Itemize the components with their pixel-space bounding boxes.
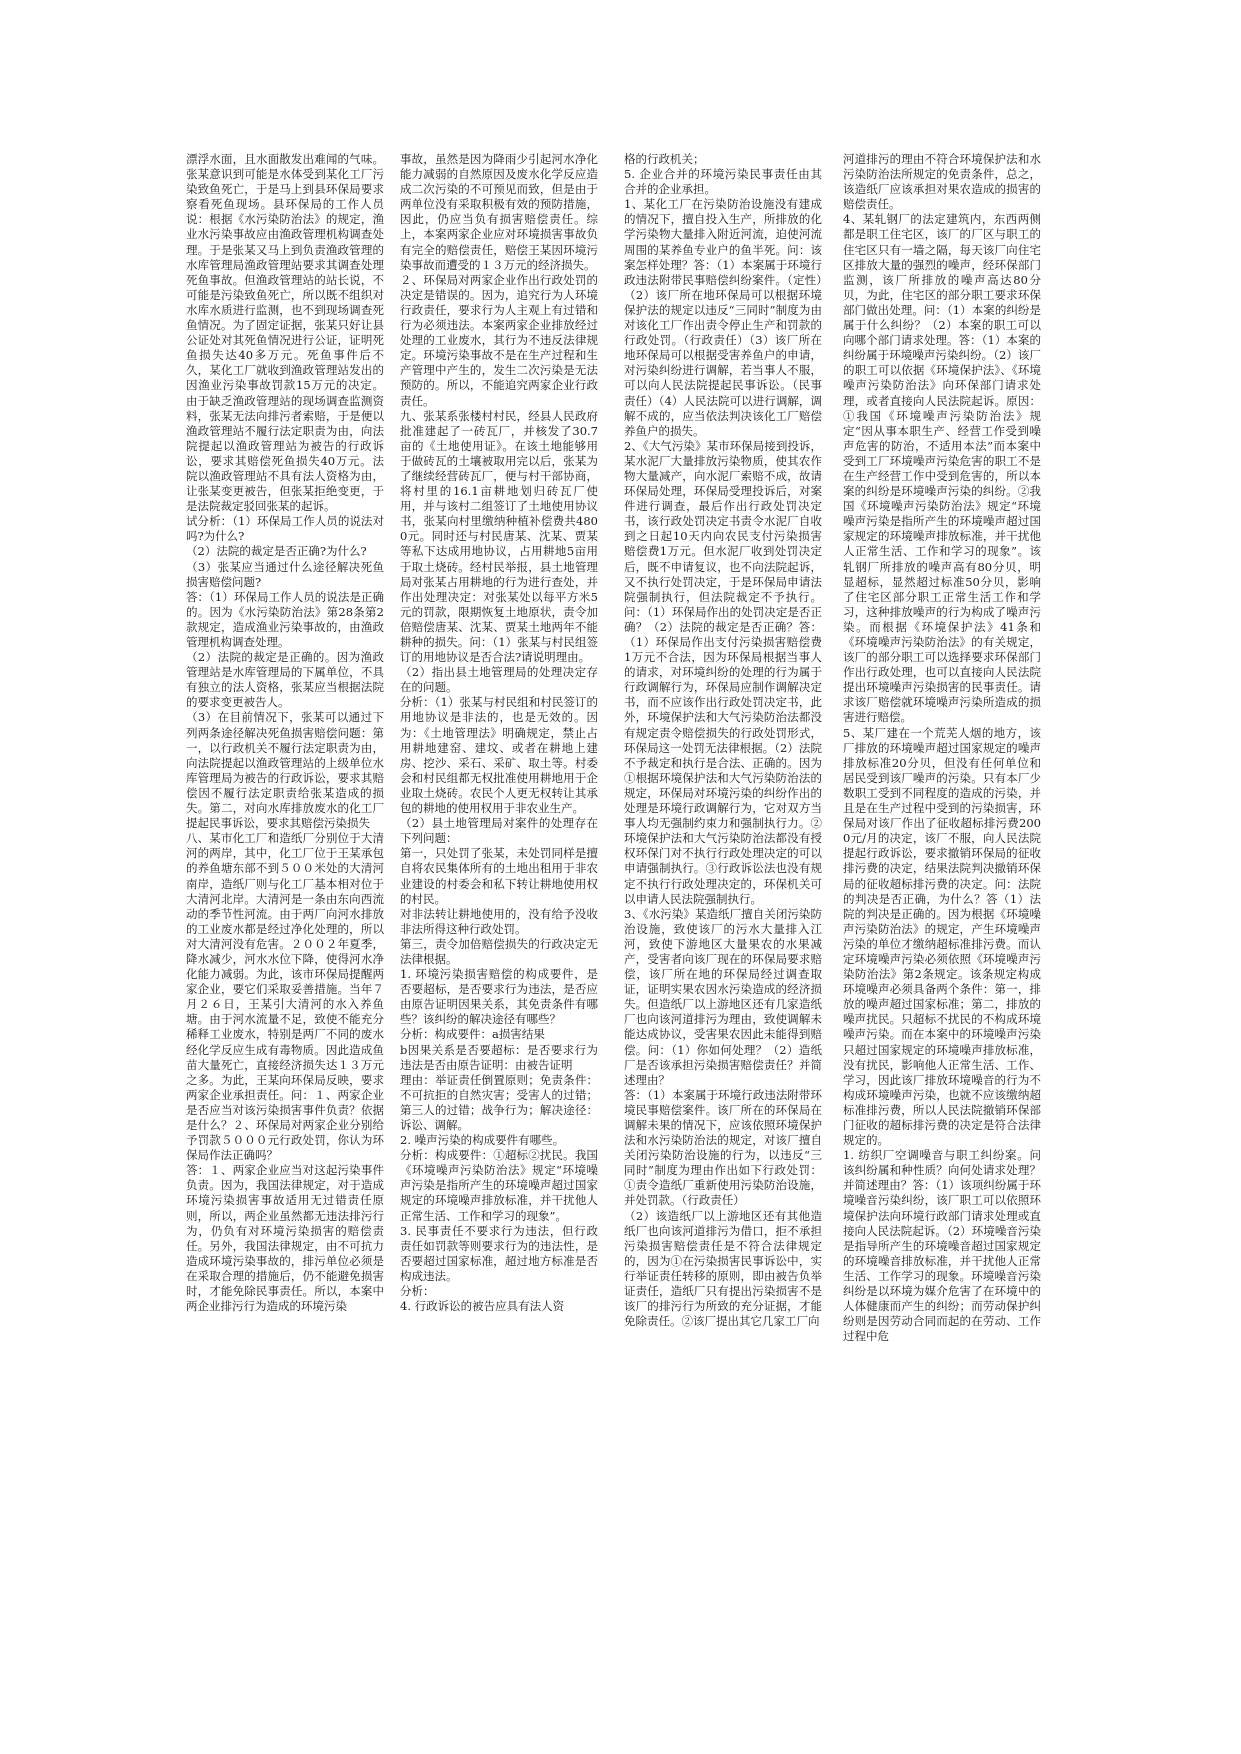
paragraph: 4、某轧钢厂的法定建筑内，东西两侧都是职工住宅区，该厂的厂区与职工的住宅区只有一墙之隔，每天该厂向住宅区排放大量的强烈的噪声，经环保部门监测，该厂所排放的噪声高达80分贝，为此，住宅区的部分职工要求环保部门做出处理。问：（1）本案的纠纷是属于什么纠纷？（2）本案的职工可以向哪个部门请求处理。答：（1）本案的纠纷属于环境噪声污染纠纷。（2）该厂的职工可以依据《环境保护法》、《环境噪声污染防治法》向环保部门请求处理，或者直接向人民法院起诉。原因：①我国《环境噪声污染防治法》规定“因从事本职生产、经营工作受到噪声危害的防治，不适用本法”而本案中受到工厂环境噪声污染危害的职工不是在生产经营工作中受到危害的，所以本案的纠纷是环境噪声污染的纠纷。②我国《环境噪声污染防治法》规定“环境噪声污染是指所产生的环境噪声超过国家规定的环境噪声排放标准，并干扰他人正常生活、工作和学习的现象”。该轧钢厂所排放的噪声高有80分贝，明显超标，显然超过标准50分贝，影响了住宅区部分职工正常生活工作和学习，这种排放噪声的行为构成了噪声污染。而根据《环境保护法》41条和《环境噪声污染防治法》的有关规定，该厂的部分职工可以选择要求环保部门作出行政处理，也可以直接向人民法院提出环境噪声污染损害的民事责任。请求该厂赔偿就环境噪声污染所造成的损害进行赔偿。 (843, 212, 1041, 725)
paragraph: （2）该造纸厂以上游地区还有其他造纸厂也向该河道排污为借口，拒不承担污染损害赔偿责任是不符合法律规定的，因为①在污染损害民事诉讼中，实行举证责任转移的原则，即由被告负举证责任，造纸厂只有提出污染损害不是该厂的排污行为所致的充分证据，才能免除责任。②该厂提出其它几家工厂向 (624, 1208, 822, 1329)
paragraph: 3、《水污染》某造纸厂擅自关闭污染防治设施，致使该厂的污水大量排入江河，致使下游地区大量果农的水果减产，受害者向该厂现在的环保局要求赔偿，该厂所在地的环保局经过调查取证，证明实果农因水污染造成的经济损失。但造纸厂以上游地区还有几家造纸厂也向该河道排污为理由，致使调解未能达成协议，受害果农因此未能得到赔偿。问：（1）你如何处理？（2）造纸厂是否该承担污染损害赔偿责任？并简述理由？ (624, 906, 822, 1087)
paragraph: 3. 民事责任不要求行为违法，但行政责任如罚款等则要求行为的违法性，是否要超过国家标准，超过地方标准是否构成违法。 (400, 1223, 598, 1283)
paragraph: 理由：举证责任倒置原则；免责条件：不可抗拒的自然灾害；受害人的过错；第三人的过错；战争行为；解决途径：诉讼、调解。 (400, 1072, 598, 1132)
paragraph: 5、某厂建在一个荒芜人烟的地方，该厂排放的环境噪声超过国家规定的噪声排放标准20分贝，但没有任何单位和居民受到该厂噪声的污染。只有本厂少数职工受到不同程度的造成的污染，并且是在生产过程中受到的污染损害，环保局对该厂作出了征收超标排污费2000元/月的决定，该厂不服，向人民法院提起行政诉讼，要求撤销环保局的征收排污费的决定，结果法院判决撤销环保局的征收超标排污费的决定。问：法院的判决是否正确，为什么？答（1）法院的判决是正确的。因为根据《环境噪声污染防治法》的规定，产生环境噪声污染的单位才缴纳超标准排污费。而认定环境噪声污染必须依照《环境噪声污染防治法》第2条规定。该条规定构成环境噪声必须具备两个条件：第一，排放的噪声超过国家标准；第二，排放的噪声扰民。只超标不扰民的不构成环境噪声污染。而在本案中的环境噪声污染只超过国家规定的环境噪声排放标准，没有扰民，影响他人正常生活、工作、学习，因此该厂排放环境噪音的行为不构成环境噪声污染，也就不应该缴纳超标准排污费，所以人民法院撤销环保部门征收的超标排污费的决定是符合法律规定的。 (843, 725, 1041, 1148)
paragraph: 答：（1）本案属于环境行政违法附带环境民事赔偿案件。该厂所在的环保局在调解未果的情况下，应该依照环境保护法和水污染防治法的规定，对该厂擅自关闭污染防治设施的行为，以违反“三同时”制度为理由作出如下行政处罚：①责令造纸厂重新使用污染防治设施，并处罚款。（行政责任） (624, 1087, 822, 1208)
text-column-3 (624, 152, 822, 1632)
paragraph: （2）指出县土地管理局的处理决定存在的问题。 (400, 665, 598, 695)
text-column-4 (843, 152, 1041, 1632)
paragraph: 答：１、两家企业应当对这起污染事件负责。因为，我国法律规定，对于造成环境污染损害事故适用无过错责任原则，所以，两企业虽然都无违法排污行为，仍负有对环境污染损害的赔偿责任。另外，我国法律规定，由不可抗力造成环境污染事故的，排污单位必须是在采取合理的措施后，仍不能避免损害时，才能免除民事责任。所以，本案中两企业排污行为造成的环境污染 (186, 1163, 384, 1314)
paragraph: （2）法院的裁定是正确的。因为渔政管理站是水库管理局的下属单位，不具有独立的法人资格，张某应当根据法院的要求变更被告人。 (186, 650, 384, 710)
paragraph: 分析：构成要件：a损害结果 (400, 1027, 545, 1042)
paragraph: 漂浮水面，且水面散发出难闻的气味。张某意识到可能是水体受到某化工厂污染致鱼死亡，于是马上到县环保局要求察看死鱼现场。县环保局的工作人员说：根据《水污染防治法》的规定，渔业水污染事故应由渔政管理机构调查处理。于是张某又马上到负责渔政管理的水库管理局渔政管理站要求其调查处理死鱼事故。但渔政管理站的站长说，不可能是污染致鱼死亡，所以既不组织对水库水质进行监测，也不到现场调查死鱼情况。为了固定证据，张某只好让县公证处对其死鱼情况进行公证，证明死鱼损失达40多万元。死鱼事件后不久，某化工厂就收到渔政管理站发出的因渔业污染事故罚款15万元的决定。由于缺乏渔政管理站的现场调查监测资料，张某无法向排污者索赔，于是便以渔政管理站不履行法定职责为由，向法院提起以渔政管理站为被告的行政诉讼，要求其赔偿死鱼损失40万元。法院以渔政管理站不具有法人资格为由，让张某变更被告，但张某拒绝变更，于是法院裁定驳回张某的起诉。 (186, 152, 384, 514)
paragraph: 八、某市化工厂和造纸厂分别位于大清河的两岸，其中，化工厂位于王某承包的养鱼塘东部不到５００米处的大清河南岸，造纸厂则与化工厂基本相对位于大清河北岸。大清河是一条由东向西流动的季节性河流。由于两厂向河水排放的工业废水都是经过净化处理的，所以对大清河没有危害。２００２年夏季，降水减少，河水水位下降，使得河水净化能力减弱。为此，该市环保局提醒两家企业，要它们采取妥善措施。当年７月２６日，王某引大清河的水入养鱼塘。由于河水流量不足，致使不能充分稀释工业废水，特别是两厂不同的废水经化学反应生成有毒物质。因此造成鱼苗大量死亡，直接经济损失达１３万元之多。为此，王某向环保局反映，要求两家企业承担责任。问：１、两家企业是否应当对该污染损害事件负责？依据是什么？２、环保局对两家企业分别给予罚款５０００元行政处罚，你认为环保局作法正确吗？ (186, 831, 384, 1163)
paragraph: （2）县土地管理局对案件的处理存在下列问题： (400, 816, 598, 846)
paragraph: 分析： (400, 1284, 435, 1299)
paragraph: 九、张某系张楼村村民，经县人民政府批准建起了一砖瓦厂，并核发了30.7亩的《土地使用证》。在该土地能够用于做砖瓦的土壤被取用完以后，张某为了继续经营砖瓦厂，便与村干部协商，将村里的16.1亩耕地划归砖瓦厂使用，并与该村二组签订了土地使用协议书，张某向村里缴纳种植补偿费共4800元。同时还与村民唐某、沈某、贾某等私下达成用地协议，占用耕地5亩用于取土烧砖。经村民举报，县土地管理局对张某占用耕地的行为进行查处，并作出处理决定：对张某处以每平方米5元的罚款，限期恢复土地原状，责令加倍赔偿唐某、沈某、贾某土地两年不能耕种的损失。问：（1）张某与村民组签订的用地协议是否合法?请说明理由。 (400, 408, 598, 665)
paragraph: 1. 纺织厂空调噪音与职工纠纷案。问该纠纷属和种性质？向何处请求处理？并简述理由？答：（1）该项纠纷属于环境噪音污染纠纷，该厂职工可以依照环境保护法向环境行政部门请求处理或直接向人民法院起诉。（2）环境噪音污染是指导所产生的环境噪音超过国家规定的环境噪音排放标准，并干扰他人正常生活、工作学习的现象。环境噪音污染纠纷是以环境为媒介危害了在环境中的人体健康而产生的纠纷；而劳动保护纠纷则是因劳动合同而起的在劳动、工作过程中危 (843, 1148, 1041, 1344)
text-column-1 (186, 152, 384, 1632)
paragraph: （3）在目前情况下，张某可以通过下列两条途径解决死鱼损害赔偿问题：第一，以行政机关不履行法定职责为由，向法院提起以渔政管理站的上级单位水库管理局为被告的行政诉讼，要求其赔偿因不履行法定职责给张某造成的损失。第二，对向水库排放废水的化工厂提起民事诉讼，要求其赔偿污染损失 (186, 710, 384, 831)
paragraph: 分析：构成要件：①超标②扰民。我国《环境噪声污染防治法》规定“环境噪声污染是指所产生的环境噪声超过国家规定的环境噪声排放标准，并干扰他人正常生活、工作和学习的现象”。 (400, 1148, 598, 1223)
paragraph: （2）法院的裁定是否正确?为什么? (186, 544, 367, 559)
paragraph: 第三，责令加倍赔偿损失的行政决定无法律根据。 (400, 936, 598, 966)
paragraph: 2. 噪声污染的构成要件有哪些。 (400, 1133, 565, 1148)
paragraph: 1. 环境污染损害赔偿的构成要件，是否要超标，是否要求行为违法，是否应由原告证明因果关系，其免责条件有哪些？该纠纷的解决途径有哪些？ (400, 967, 598, 1027)
paragraph: ２、环保局对两家企业作出行政处罚的决定是错误的。因为，追究行为人环境行政责任，要求行为人主观上有过错和行为必须违法。本案两家企业排放经过处理的工业废水，其行为不违反法律规定。环境污染事故不是在生产过程和生产管理中产生的，发生二次污染是无法预防的。所以，不能追究两家企业行政责任。 (400, 272, 598, 408)
paragraph: （3）张某应当通过什么途径解决死鱼损害赔偿问题? (186, 559, 384, 589)
paragraph: 分析：（1）张某与村民组和村民签订的用地协议是非法的，也是无效的。因为：《土地管理法》明确规定，禁止占用耕地建窑、建坟、或者在耕地上建房、挖沙、采石、采矿、取土等。村委会和村民组都无权批准使用耕地用于企业取土烧砖。农民个人更无权转让其承包的耕地的使用权用于非农业生产。 (400, 695, 598, 816)
paragraph: 试分析：（1）环保局工作人员的说法对吗?为什么? (186, 514, 384, 544)
paragraph: 对非法转让耕地使用的，没有给予没收非法所得这种行政处罚。 (400, 906, 598, 936)
paragraph: 事故，虽然是因为降雨少引起河水净化能力减弱的自然原因及废水化学反应造成二次污染的不可预见而致，但是由于两单位没有采取积极有效的预防措施，因此，仍应当负有损害赔偿责任。综上，本案两家企业应对环境损害事故负有完全的赔偿责任，赔偿王某因环境污染事故而遭受的１３万元的经济损失。 (400, 152, 598, 272)
paragraph: 1、某化工厂在污染防治设施没有建成的情况下，擅自投入生产，所排放的化学污染物大量排入附近河流，迫使河流周围的某养鱼专业户的鱼半死。问：该案怎样处理？答：（1）本案属于环境行政违法附带民事赔偿纠纷案件。（定性）（2）该厂所在地环保局可以根据环境保护法的规定以违反“三同时”制度为由对该化工厂作出责令停止生产和罚款的行政处罚。（行政责任）（3）该厂所在地环保局可以根据受害养鱼户的申请，对污染纠纷进行调解，若当事人不服，可以向人民法院提起民事诉讼。（民事责任）（4）人民法院可以进行调解，调解不成的，应当依法判决该化工厂赔偿养鱼户的损失。 (624, 197, 822, 438)
paragraph: 第一，只处罚了张某，未处罚同样是擅自将农民集体所有的土地出租用于非农业建设的村委会和私下转让耕地使用权的村民。 (400, 846, 598, 906)
paragraph: 格的行政机关； (624, 152, 705, 166)
paragraph: 答：（1）环保局工作人员的说法是正确的。因为《水污染防治法》第28条第2款规定，造成渔业污染事故的，由渔政管理机构调查处理。 (186, 589, 384, 649)
paragraph: 河道排污的理由不符合环境保护法和水污染防治法所规定的免责条件，总之，该造纸厂应该承担对果农造成的损害的赔偿责任。 (843, 152, 1041, 212)
paragraph: b因果关系是否要超标：是否要求行为违法是否由原告证明：由被告证明 (400, 1042, 598, 1072)
paragraph: 5. 企业合并的环境污染民事责任由其合并的企业承担。 (624, 167, 822, 197)
text-column-2 (400, 152, 598, 1632)
paragraph: 4. 行政诉讼的被告应具有法人资 (400, 1299, 565, 1314)
paragraph: 2、《大气污染》某市环保局接到投诉，某水泥厂大量排放污染物质，使其农作物大量减产，向水泥厂索赔不成，故请环保局处理，环保局受理投诉后，对案件进行调查，最后作出行政处罚决定书，该行政处罚决定书责令水泥厂自收到之日起10天内向农民支付污染损害赔偿费1万元。但水泥厂收到处罚决定后，既不申请复议，也不向法院起诉，又不执行处罚决定，于是环保局申请法院强制执行，但法院裁定不予执行。问：（1）环保局作出的处罚决定是否正确？（2）法院的裁定是否正确？答：（1）环保局作出支付污染损害赔偿费1万元不合法，因为环保局根据当事人的请求，对环境纠纷的处理的行为属于行政调解行为，环保局应制作调解决定书，而不应该作出行政处罚决定书，此外，环境保护法和大气污染防治法都没有规定责令赔偿损失的行政处罚形式，环保局这一处罚无法律根据。（2）法院不予裁定和执行是合法、正确的。因为①根据环境保护法和大气污染防治法的规定，环保局对环境污染的纠纷作出的处理是环境行政调解行为，它对双方当事人均无强制约束力和强制执行力。②环境保护法和大气污染防治法都没有授权环保门对不执行行政处理决定的可以申请强制执行。③行政诉讼法也没有规定不执行行政处理决定的，环保机关可以申请人民法院强制执行。 (624, 438, 822, 906)
